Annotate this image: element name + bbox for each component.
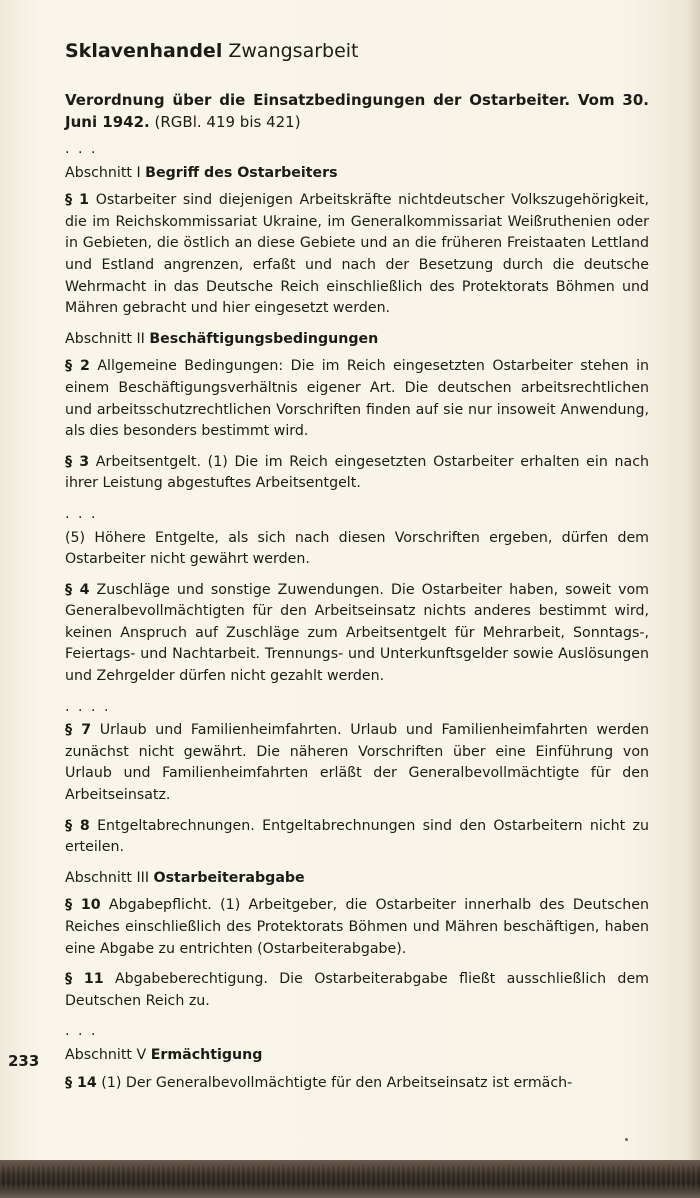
- paragraph-text: Arbeitsentgelt. (1) Die im Reich eingesetzten Ostarbeiter erhalten ein nach ihrer Leistung abgestuftes Arbeitsentgelt.: [65, 453, 649, 492]
- section-title: Beschäftigungsbedingungen: [149, 330, 379, 347]
- paragraph-text: Abgabepflicht. (1) Arbeitgeber, die Ostarbeiter innerhalb des Deutschen Reiches einschließlich des Protektorats Böhmen und Mähren beschäftigen, haben eine Abgabe zu entrichten (Ostarbeiterabgabe).: [65, 897, 649, 957]
- paragraph-text: (5) Höhere Entgelte, als sich nach diesen Vorschriften ergeben, dürfen dem Ostarbeiter nicht gewährt werden.: [65, 529, 649, 568]
- section-label: Abschnitt V: [65, 1046, 151, 1063]
- paragraph-number: § 2: [65, 358, 90, 375]
- paragraph-text: Urlaub und Familienheimfahrten. Urlaub und Familienheimfahrten werden zunächst nicht gewährt. Die näheren Vorschriften über eine Einführung von Urlaub und Familienheimfahrten erläßt der Generalbevollmächtigte für den Arbeitseinsatz.: [65, 722, 650, 804]
- paragraph-text: (1) Der Generalbevollmächtigte für den Arbeitseinsatz ist ermäch-: [96, 1074, 573, 1091]
- paragraph-number: § 11: [65, 971, 104, 988]
- book-spine-edge: [0, 1160, 700, 1198]
- paragraph-number: § 14: [65, 1074, 97, 1091]
- section-heading: [65, 329, 649, 351]
- page-stack-stripes: [0, 1166, 700, 1188]
- paragraph-text: Abgabeberechtigung. Die Ostarbeiterabgabe fließt ausschließlich dem Deutschen Reich zu.: [65, 971, 649, 1009]
- ellipsis: . . .: [65, 505, 98, 522]
- page-edge-shadow: [686, 0, 700, 1160]
- section-label: Abschnitt III: [65, 869, 154, 886]
- paragraph-text: Zuschläge und sonstige Zuwendungen. Die Ostarbeiter haben, soweit vom Generalbevollmächtigten für den Arbeitseinsatz nichts anderes bestimmt wird, keinen Anspruch auf Zuschläge zum Arbeitsentgelt für Mehrarbeit, Sonntags-, Feiertags- und Nachtarbeit. Trennungs- und Unterkunftsgelder sowie Auslösungen und Zehrgelder dürfen nicht gezahlt werden.: [65, 581, 650, 685]
- decree-source: (RGBl. 419 bis 421): [149, 113, 301, 131]
- decree-title: [65, 89, 649, 133]
- section-heading: [65, 1045, 649, 1067]
- paragraph-number: § 10: [65, 897, 101, 914]
- chapter-header: [65, 38, 649, 64]
- section-label: Abschnitt I: [65, 164, 146, 181]
- section-title: Ermächtigung: [150, 1046, 263, 1063]
- page-content: [65, 38, 649, 1103]
- section-title: Ostarbeiterabgabe: [153, 869, 305, 886]
- paragraph-number: § 3: [65, 453, 90, 470]
- ellipsis: . . .: [65, 1023, 98, 1040]
- text-blocks: [65, 139, 649, 1094]
- header-bold: Sklavenhandel: [65, 40, 223, 62]
- paragraph: [65, 356, 649, 442]
- paragraph: [65, 720, 649, 806]
- paragraph: [65, 190, 649, 320]
- paragraph: [65, 1073, 649, 1095]
- page-number: 233: [8, 1052, 40, 1070]
- section-heading: [65, 868, 649, 890]
- paragraph-number: § 8: [65, 817, 90, 834]
- paragraph-number: § 4: [65, 581, 90, 598]
- paragraph: [65, 895, 649, 960]
- paper-speck: [625, 1138, 628, 1141]
- paragraph: [65, 816, 649, 859]
- decree-title-text: Verordnung über die Einsatzbedingungen der Ostarbeiter. Vom 30. Juni 1942.: [65, 91, 649, 131]
- section-title: Begriff des Ostarbeiters: [145, 164, 338, 181]
- paragraph: [65, 528, 649, 571]
- ellipsis: . . . .: [65, 698, 111, 715]
- paragraph: [65, 969, 649, 1012]
- paragraph-text: Ostarbeiter sind diejenigen Arbeitskräfte nichtdeutscher Volkszugehörigkeit, die im Reichskommissariat Ukraine, im Generalkommissariat Weißruthenien oder in Gebieten, die östlich an diese Gebiete und an die früheren Freistaaten Lettland und Estland angrenzen, erfaßt und nach der Besetzung durch die deutsche Wehrmacht in das Deutsche Reich einschließlich des Protektorats Böhmen und Mähren gebracht und hier eingesetzt werden.: [65, 192, 650, 317]
- paragraph: [65, 452, 649, 495]
- section-heading: [65, 163, 649, 185]
- ellipsis: . . .: [65, 141, 98, 157]
- paragraph-text: Allgemeine Bedingungen: Die im Reich eingesetzten Ostarbeiter stehen in einem Beschäftigungsverhältnis eigener Art. Die deutschen arbeitsrechtlichen und arbeitsschutzrechtlichen Vorschriften finden auf sie nur insoweit Anwendung, als dies besonders bestimmt wird.: [65, 358, 650, 440]
- header-rest: Zwangsarbeit: [222, 40, 359, 62]
- paragraph-text: Entgeltabrechnungen. Entgeltabrechnungen sind den Ostarbeitern nicht zu erteilen.: [65, 817, 649, 856]
- paragraph-number: § 7: [65, 722, 92, 739]
- paragraph-number: § 1: [65, 192, 90, 209]
- section-label: Abschnitt II: [65, 330, 150, 347]
- paragraph: [65, 580, 649, 688]
